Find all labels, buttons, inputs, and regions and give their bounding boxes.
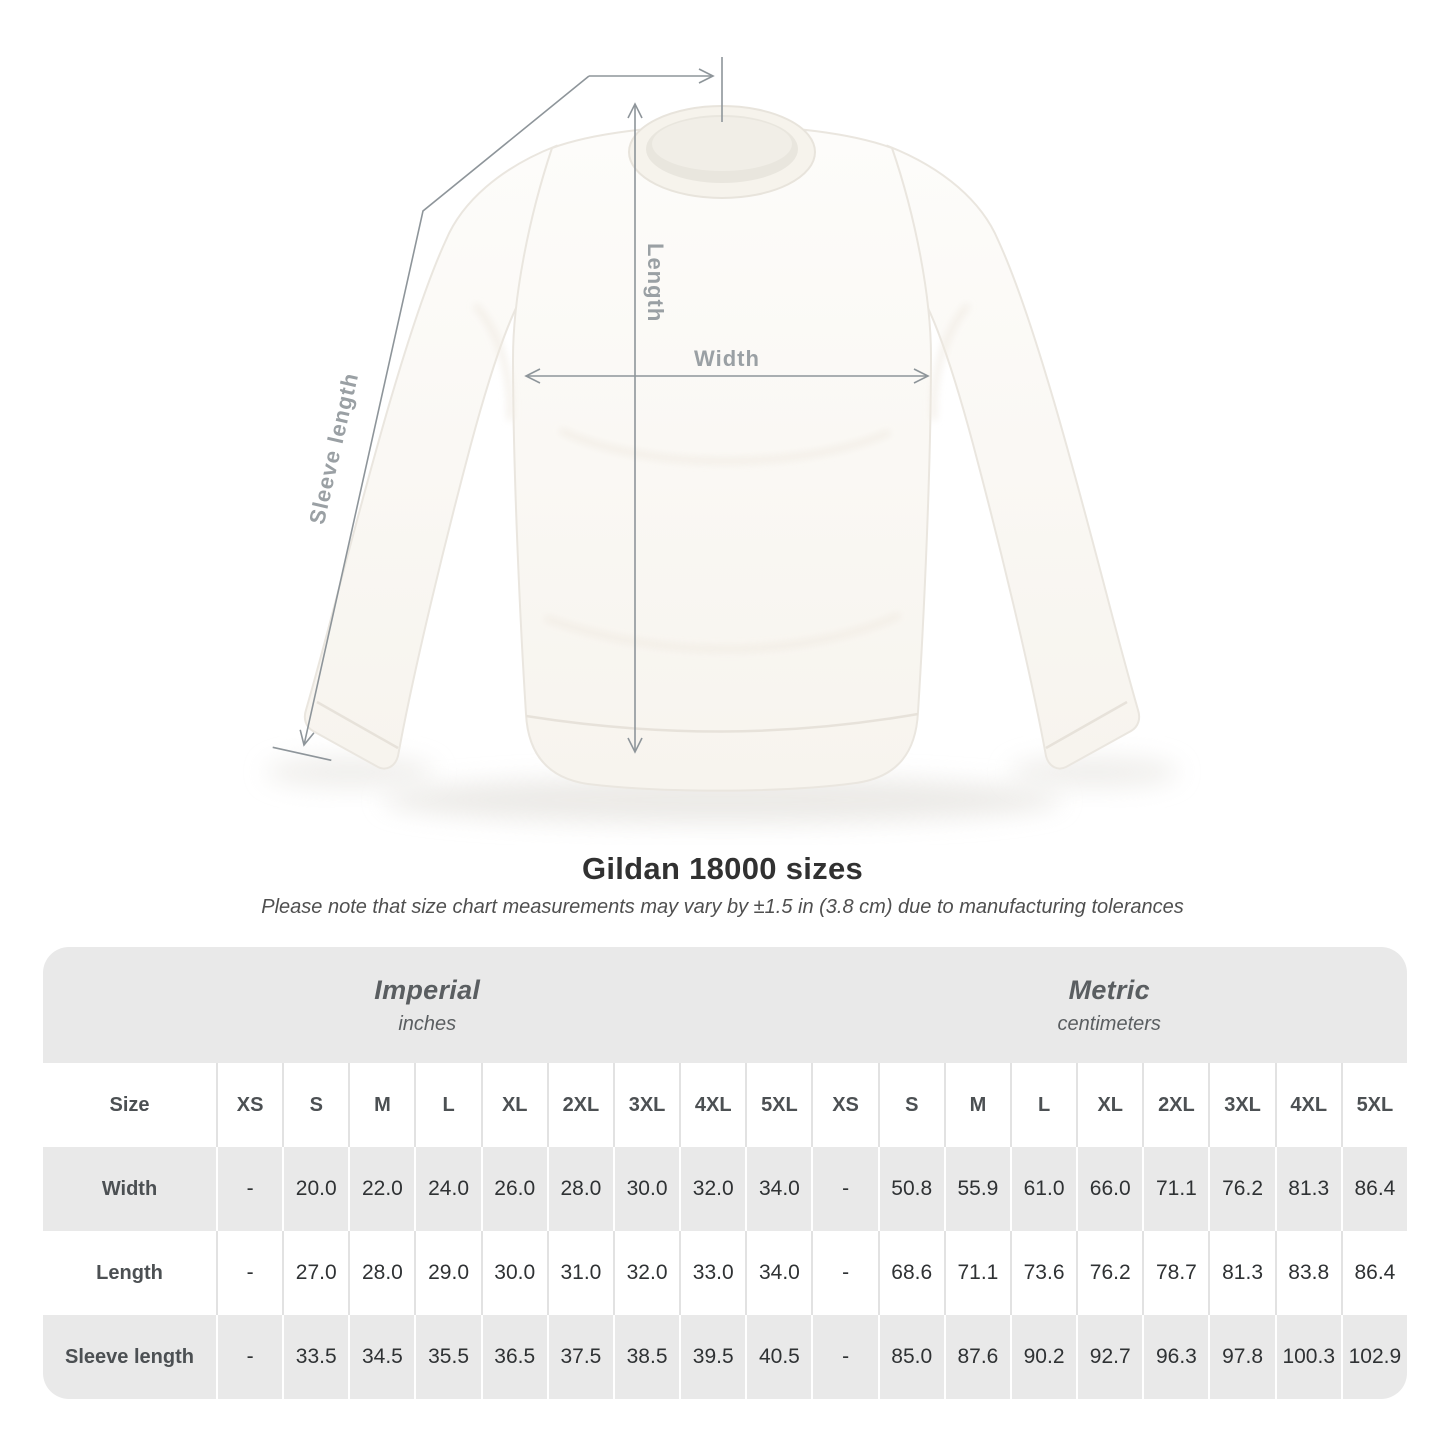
size-value-cell: 97.8 [1208, 1315, 1274, 1399]
size-header-cell: S [878, 1063, 944, 1147]
size-value-cell: 71.1 [944, 1231, 1010, 1315]
size-value-cell: - [811, 1147, 877, 1231]
size-value-cell: 28.0 [547, 1147, 613, 1231]
size-value-cell: 86.4 [1341, 1231, 1407, 1315]
size-value-cell: 35.5 [414, 1315, 480, 1399]
size-value-cell: 34.5 [348, 1315, 414, 1399]
size-header-cell: XS [811, 1063, 877, 1147]
size-header-cell: M [348, 1063, 414, 1147]
size-header-cell: 4XL [1275, 1063, 1341, 1147]
length-measure-label: Length [643, 243, 668, 323]
size-value-cell: 37.5 [547, 1315, 613, 1399]
size-value-cell: 38.5 [613, 1315, 679, 1399]
size-value-cell: 50.8 [878, 1147, 944, 1231]
size-value-cell: 28.0 [348, 1231, 414, 1315]
size-value-cell: - [216, 1315, 282, 1399]
size-chart-table [43, 947, 1407, 1399]
size-value-cell: 31.0 [547, 1231, 613, 1315]
unit-name-imperial: Imperial [374, 974, 481, 1005]
size-value-cell: 30.0 [613, 1147, 679, 1231]
size-header-cell: S [282, 1063, 348, 1147]
size-value-cell: 71.1 [1142, 1147, 1208, 1231]
collar-inner-back [652, 117, 792, 171]
size-value-cell: 33.5 [282, 1315, 348, 1399]
size-header-cell: L [414, 1063, 480, 1147]
size-value-cell: 81.3 [1275, 1147, 1341, 1231]
size-value-cell: 32.0 [679, 1147, 745, 1231]
unit-sub-metric: centimeters [1057, 1012, 1161, 1035]
unit-header-imperial [43, 947, 811, 1063]
size-value-cell: 33.0 [679, 1231, 745, 1315]
size-value-cell: - [216, 1231, 282, 1315]
size-header-cell: 4XL [679, 1063, 745, 1147]
size-value-cell: 66.0 [1076, 1147, 1142, 1231]
size-header-cell: M [944, 1063, 1010, 1147]
size-value-cell: 73.6 [1010, 1231, 1076, 1315]
size-value-cell: 27.0 [282, 1231, 348, 1315]
size-value-cell: 55.9 [944, 1147, 1010, 1231]
size-value-cell: 30.0 [481, 1231, 547, 1315]
size-value-cell: 76.2 [1076, 1231, 1142, 1315]
page-title: Gildan 18000 sizes [581, 851, 864, 886]
size-header-cell: XS [216, 1063, 282, 1147]
size-header-cell: 5XL [745, 1063, 811, 1147]
size-value-cell: 78.7 [1142, 1231, 1208, 1315]
unit-name-metric: Metric [1068, 974, 1150, 1005]
size-value-cell: 83.8 [1275, 1231, 1341, 1315]
size-value-cell: 40.5 [745, 1315, 811, 1399]
size-value-cell: 96.3 [1142, 1315, 1208, 1399]
size-value-cell: 86.4 [1341, 1147, 1407, 1231]
size-value-cell: 36.5 [481, 1315, 547, 1399]
size-header-cell: 5XL [1341, 1063, 1407, 1147]
row-label: Width [43, 1147, 216, 1231]
size-header-cell: 2XL [547, 1063, 613, 1147]
width-measure-label: Width [694, 346, 760, 371]
size-value-cell: 81.3 [1208, 1231, 1274, 1315]
sleeve-measure-label: Sleeve length [304, 370, 364, 527]
size-value-cell: 90.2 [1010, 1315, 1076, 1399]
row-label: Sleeve length [43, 1315, 216, 1399]
size-value-cell: 85.0 [878, 1315, 944, 1399]
size-header-cell: L [1010, 1063, 1076, 1147]
size-header-cell: XL [481, 1063, 547, 1147]
size-value-cell: 76.2 [1208, 1147, 1274, 1231]
unit-sub-imperial: inches [398, 1012, 457, 1035]
size-value-cell: - [216, 1147, 282, 1231]
size-value-cell: 100.3 [1275, 1315, 1341, 1399]
size-column-header: Size [43, 1063, 216, 1147]
size-value-cell: 29.0 [414, 1231, 480, 1315]
size-value-cell: 32.0 [613, 1231, 679, 1315]
size-value-cell: 92.7 [1076, 1315, 1142, 1399]
sleeve-end-tick [273, 747, 332, 760]
size-value-cell: 61.0 [1010, 1147, 1076, 1231]
size-header-cell: 3XL [613, 1063, 679, 1147]
size-value-cell: 24.0 [414, 1147, 480, 1231]
size-value-cell: 20.0 [282, 1147, 348, 1231]
torso [513, 126, 931, 791]
size-value-cell: 39.5 [679, 1315, 745, 1399]
size-value-cell: 26.0 [481, 1147, 547, 1231]
tolerance-note: Please note that size chart measurements may vary by ±1.5 in (3.8 cm) due to manufacturing tolerances [261, 896, 1184, 918]
size-header-cell: XL [1076, 1063, 1142, 1147]
size-value-cell: 68.6 [878, 1231, 944, 1315]
cuff-shadow-right [1009, 756, 1179, 788]
size-value-cell: 34.0 [745, 1147, 811, 1231]
unit-header-metric [811, 947, 1407, 1063]
size-value-cell: 87.6 [944, 1315, 1010, 1399]
cuff-shadow-left [265, 756, 435, 788]
size-value-cell: 34.0 [745, 1231, 811, 1315]
size-header-cell: 2XL [1142, 1063, 1208, 1147]
row-label: Length [43, 1231, 216, 1315]
size-value-cell: 22.0 [348, 1147, 414, 1231]
size-value-cell: - [811, 1315, 877, 1399]
sweatshirt-illustration [265, 106, 1179, 824]
size-value-cell: 102.9 [1341, 1315, 1407, 1399]
size-header-cell: 3XL [1208, 1063, 1274, 1147]
size-value-cell: - [811, 1231, 877, 1315]
